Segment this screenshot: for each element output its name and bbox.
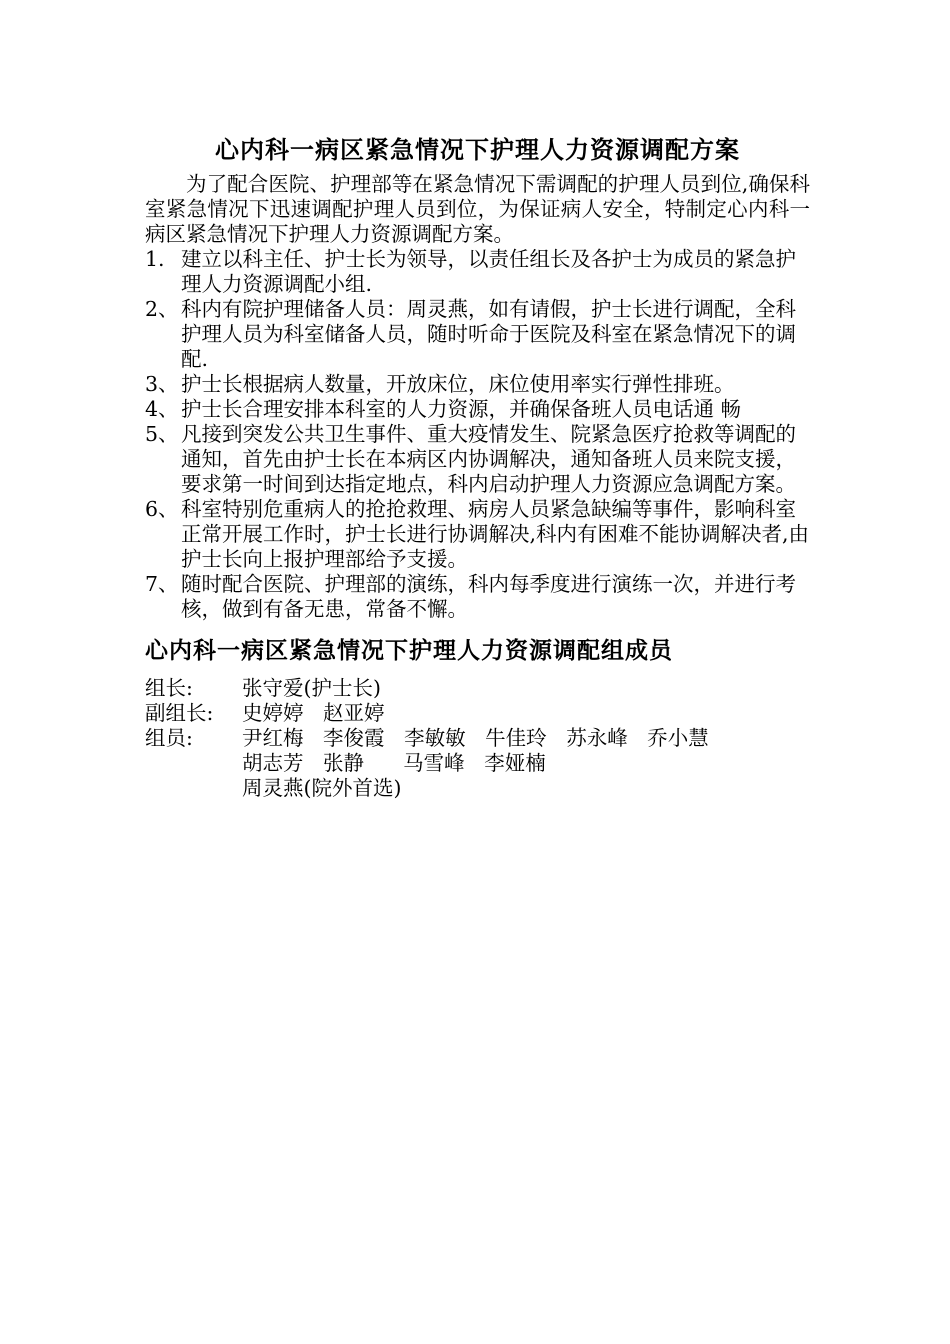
item-number: 7、 (145, 572, 179, 596)
leader-row (145, 676, 810, 701)
item-text: 科室特别危重病人的抢抢救理、病房人员紧急缺编等事件，影响科室正常开展工作时，护士长进行协调解决,科内有困难不能协调解决者,由护士长向上报护理部给予支援。 (181, 497, 810, 571)
item-text: 科内有院护理储备人员：周灵燕，如有请假，护士长进行调配，全科护理人员为科室储备人员，随时听命于医院及科室在紧急情况下的调配. (181, 297, 796, 371)
members-line: 尹红梅 李俊霞 李敏敏 牛佳玲 苏永峰 乔小慧 (242, 726, 709, 750)
item-number: 6、 (145, 497, 179, 521)
deputy-label: 副组长: (145, 701, 214, 725)
item-number: 5、 (145, 422, 179, 446)
members-label: 组员: (145, 726, 193, 750)
document-page (145, 132, 810, 801)
leader-label: 组长: (145, 676, 193, 700)
item-text: 护士长根据病人数量，开放床位，床位使用率实行弹性排班。 (181, 372, 735, 396)
list-item (145, 422, 810, 497)
intro-paragraph: 为了配合医院、护理部等在紧急情况下需调配的护理人员到位,确保科室紧急情况下迅速调配护理人员到位，为保证病人安全，特制定心内科一病区紧急情况下护理人力资源调配方案。 (145, 172, 810, 246)
item-number: 2、 (145, 297, 179, 321)
members-row (145, 726, 810, 801)
item-number: 4、 (145, 397, 179, 421)
deputy-names: 史婷婷 赵亚婷 (242, 701, 385, 725)
item-number: 3、 (145, 372, 179, 396)
list-item (145, 497, 810, 572)
document-title: 心内科一病区紧急情况下护理人力资源调配方案 (215, 136, 740, 164)
leader-name: 张守爱(护士长) (242, 676, 381, 700)
item-number: 1. (145, 247, 165, 271)
item-text: 凡接到突发公共卫生事件、重大疫情发生、院紧急医疗抢救等调配的通知，首先由护士长在本病区内协调解决，通知备班人员来院支援，要求第一时间到达指定地点，科内启动护理人力资源应急调配方案。 (181, 422, 796, 496)
members-line: 胡志芳 张静 马雪峰 李娅楠 (242, 751, 546, 775)
list-item (145, 397, 810, 422)
item-text: 建立以科主任、护士长为领导，以责任组长及各护士为成员的紧急护理人力资源调配小组. (181, 247, 796, 296)
plan-list (145, 247, 810, 622)
members-names (242, 726, 810, 801)
list-item (145, 247, 810, 297)
item-text: 随时配合医院、护理部的演练，科内每季度进行演练一次，并进行考核，做到有备无患，常备不懈。 (181, 572, 796, 621)
list-item (145, 372, 810, 397)
members-line: 周灵燕(院外首选) (242, 776, 402, 800)
roster-title: 心内科一病区紧急情况下护理人力资源调配组成员 (145, 638, 673, 664)
list-item (145, 572, 810, 622)
item-text: 护士长合理安排本科室的人力资源，并确保备班人员电话通 畅 (181, 397, 742, 421)
deputy-row (145, 701, 810, 726)
list-item (145, 297, 810, 372)
